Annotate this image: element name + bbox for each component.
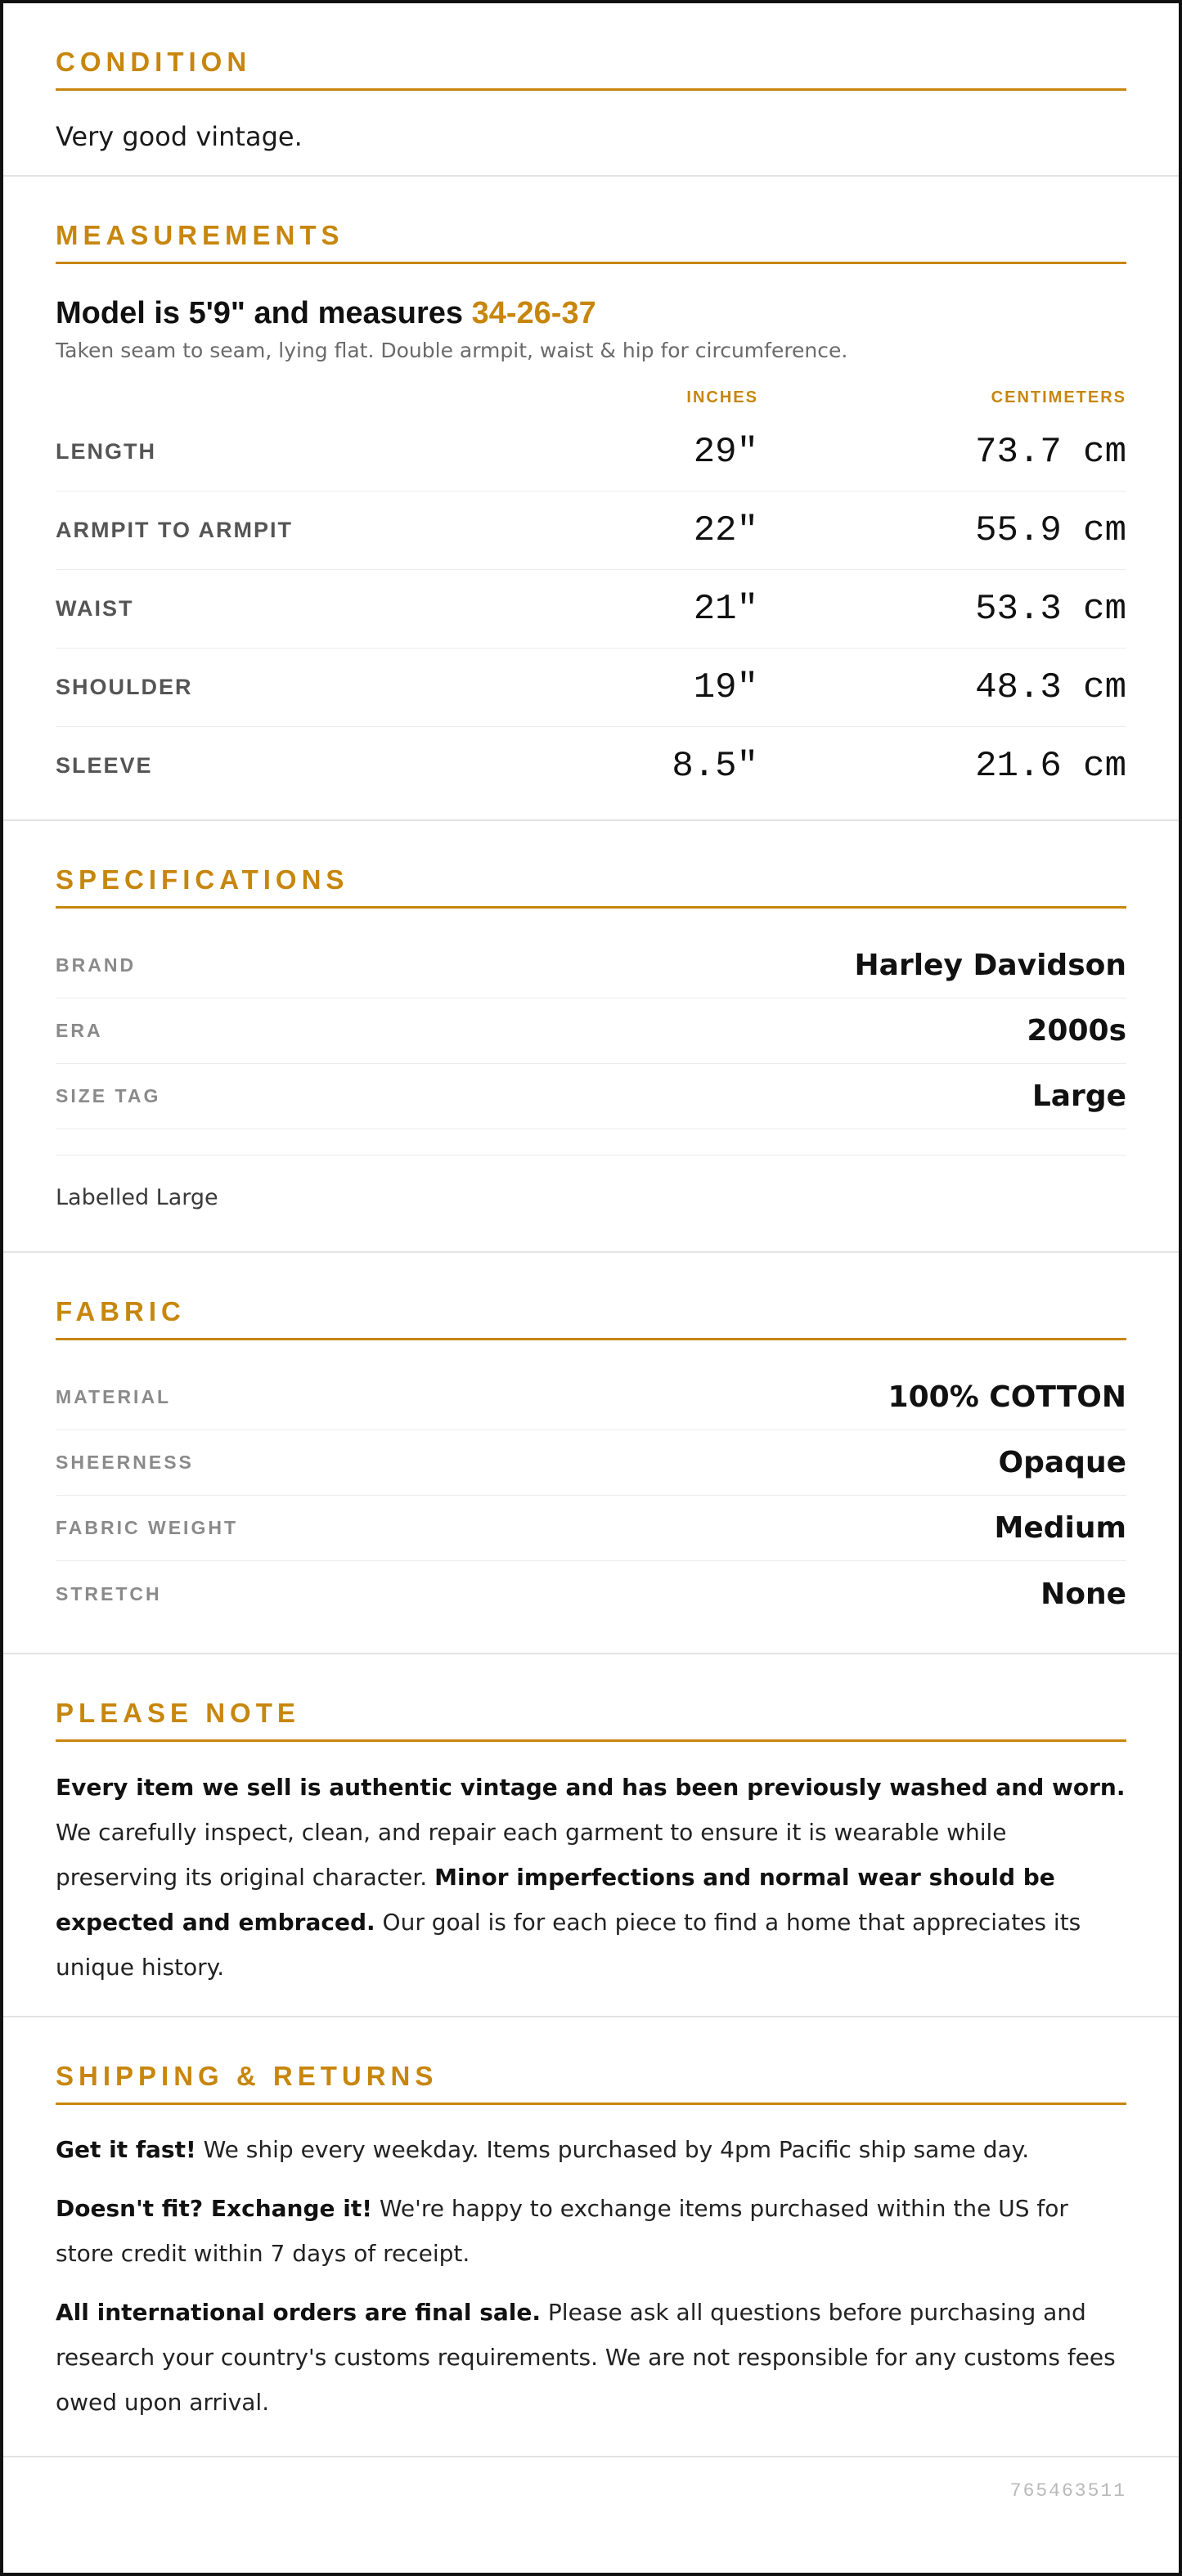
measurement-row <box>56 413 1126 491</box>
spec-value: 2000s <box>1027 1014 1126 1048</box>
fabric-section <box>3 1253 1179 1654</box>
please-note-section <box>3 1654 1179 2017</box>
measurement-row <box>56 727 1126 805</box>
measurement-inches: 29" <box>693 431 758 473</box>
measurement-inches: 21" <box>693 588 758 630</box>
specifications-title: SPECIFICATIONS <box>56 864 1126 909</box>
measurement-name: LENGTH <box>56 439 156 464</box>
measurement-cm: 55.9 cm <box>975 509 1126 551</box>
fabric-title: FABRIC <box>56 1295 1126 1340</box>
shipping-title: SHIPPING & RETURNS <box>56 2060 1126 2105</box>
fabric-row-sheerness <box>56 1430 1126 1496</box>
model-figures: 34-26-37 <box>471 296 596 330</box>
shipping-paragraph-international: All international orders are final sale. Please ask all questions before purchasing and research your country's customs requirements. We are not responsible for any customs fees owed upon arrival. <box>56 2299 1116 2416</box>
condition-section <box>3 3 1179 177</box>
measurement-inches: 19" <box>693 666 758 708</box>
measurement-cm: 48.3 cm <box>975 666 1126 708</box>
shipping-paragraph-fast: Get it fast! We ship every weekday. Items purchased by 4pm Pacific ship same day. <box>56 2136 1030 2163</box>
size-tag-note: Labelled Large <box>56 1155 1126 1251</box>
spec-key: SIZE TAG <box>56 1085 161 1106</box>
measurement-cm: 21.6 cm <box>975 745 1126 787</box>
fabric-value: None <box>1040 1577 1126 1611</box>
measurement-inches: 8.5" <box>672 745 758 787</box>
measurement-row <box>56 648 1126 727</box>
spec-row-era <box>56 999 1126 1064</box>
measurements-section <box>3 177 1179 821</box>
measurement-name: WAIST <box>56 596 134 621</box>
spec-row-brand <box>56 933 1126 999</box>
spec-value: Large <box>1031 1079 1126 1113</box>
specifications-list <box>56 909 1126 1129</box>
model-measurements <box>56 295 1126 331</box>
measurement-inches: 22" <box>693 509 758 551</box>
fabric-key: MATERIAL <box>56 1386 172 1407</box>
fabric-value: Medium <box>994 1511 1126 1545</box>
fabric-value: Opaque <box>998 1446 1126 1479</box>
model-prefix: Model is 5'9" and measures <box>56 296 472 330</box>
note-bold-authentic: Every item we sell is authentic vintage and has been previously washed and worn. <box>56 1774 1126 1801</box>
please-note-body <box>56 1742 1126 2016</box>
centimeters-column-header: CENTIMETERS <box>991 388 1126 406</box>
measurement-column-headers <box>56 385 1126 410</box>
condition-text: Very good vintage. <box>56 121 303 152</box>
fabric-row-material <box>56 1365 1126 1430</box>
shipping-body <box>56 2105 1126 2456</box>
fabric-value: 100% COTTON <box>888 1380 1126 1414</box>
measurement-note: Taken seam to seam, lying flat. Double armpit, waist & hip for circumference. <box>56 339 848 362</box>
measurements-title: MEASUREMENTS <box>56 219 1126 264</box>
fabric-key: FABRIC WEIGHT <box>56 1517 238 1538</box>
spec-value: Harley Davidson <box>854 949 1126 982</box>
condition-title: CONDITION <box>56 46 1126 91</box>
measurement-name: SHOULDER <box>56 675 193 699</box>
shipping-paragraph-exchange: Doesn't fit? Exchange it! We're happy to exchange items purchased within the US for store credit within 7 days of receipt. <box>56 2195 1068 2267</box>
note-bold-imperfections: Minor imperfections and normal wear should be expected and embraced. <box>56 1864 1055 1936</box>
measurement-row <box>56 491 1126 570</box>
fabric-key: STRETCH <box>56 1582 162 1604</box>
fabric-list <box>56 1340 1126 1653</box>
measurement-row <box>56 570 1126 648</box>
spec-key: BRAND <box>56 954 137 976</box>
measurement-cm: 53.3 cm <box>975 588 1126 630</box>
fabric-row-stretch <box>56 1561 1126 1627</box>
fabric-row-weight <box>56 1496 1126 1561</box>
spec-row-size-tag <box>56 1064 1126 1129</box>
specifications-section <box>3 821 1179 1253</box>
inches-column-header: INCHES <box>686 388 758 406</box>
please-note-title: PLEASE NOTE <box>56 1697 1126 1742</box>
spec-key: ERA <box>56 1020 103 1041</box>
please-note-paragraph: Every item we sell is authentic vintage and has been previously washed and worn. We carefully inspect, clean, and repair each garment to ensure it is wearable while preserving its original character. Minor imperfections and normal wear should be expected and embraced. Our goal is for each piece to find a home that appreciates its unique history. <box>56 1774 1126 1981</box>
measurement-cm: 73.7 cm <box>975 431 1126 473</box>
fabric-key: SHEERNESS <box>56 1452 194 1473</box>
shipping-section <box>3 2017 1179 2457</box>
product-id: 765463511 <box>1009 2480 1126 2502</box>
measurement-table <box>56 410 1126 819</box>
measurement-name: ARMPIT TO ARMPIT <box>56 518 293 542</box>
measurement-name: SLEEVE <box>56 753 153 778</box>
